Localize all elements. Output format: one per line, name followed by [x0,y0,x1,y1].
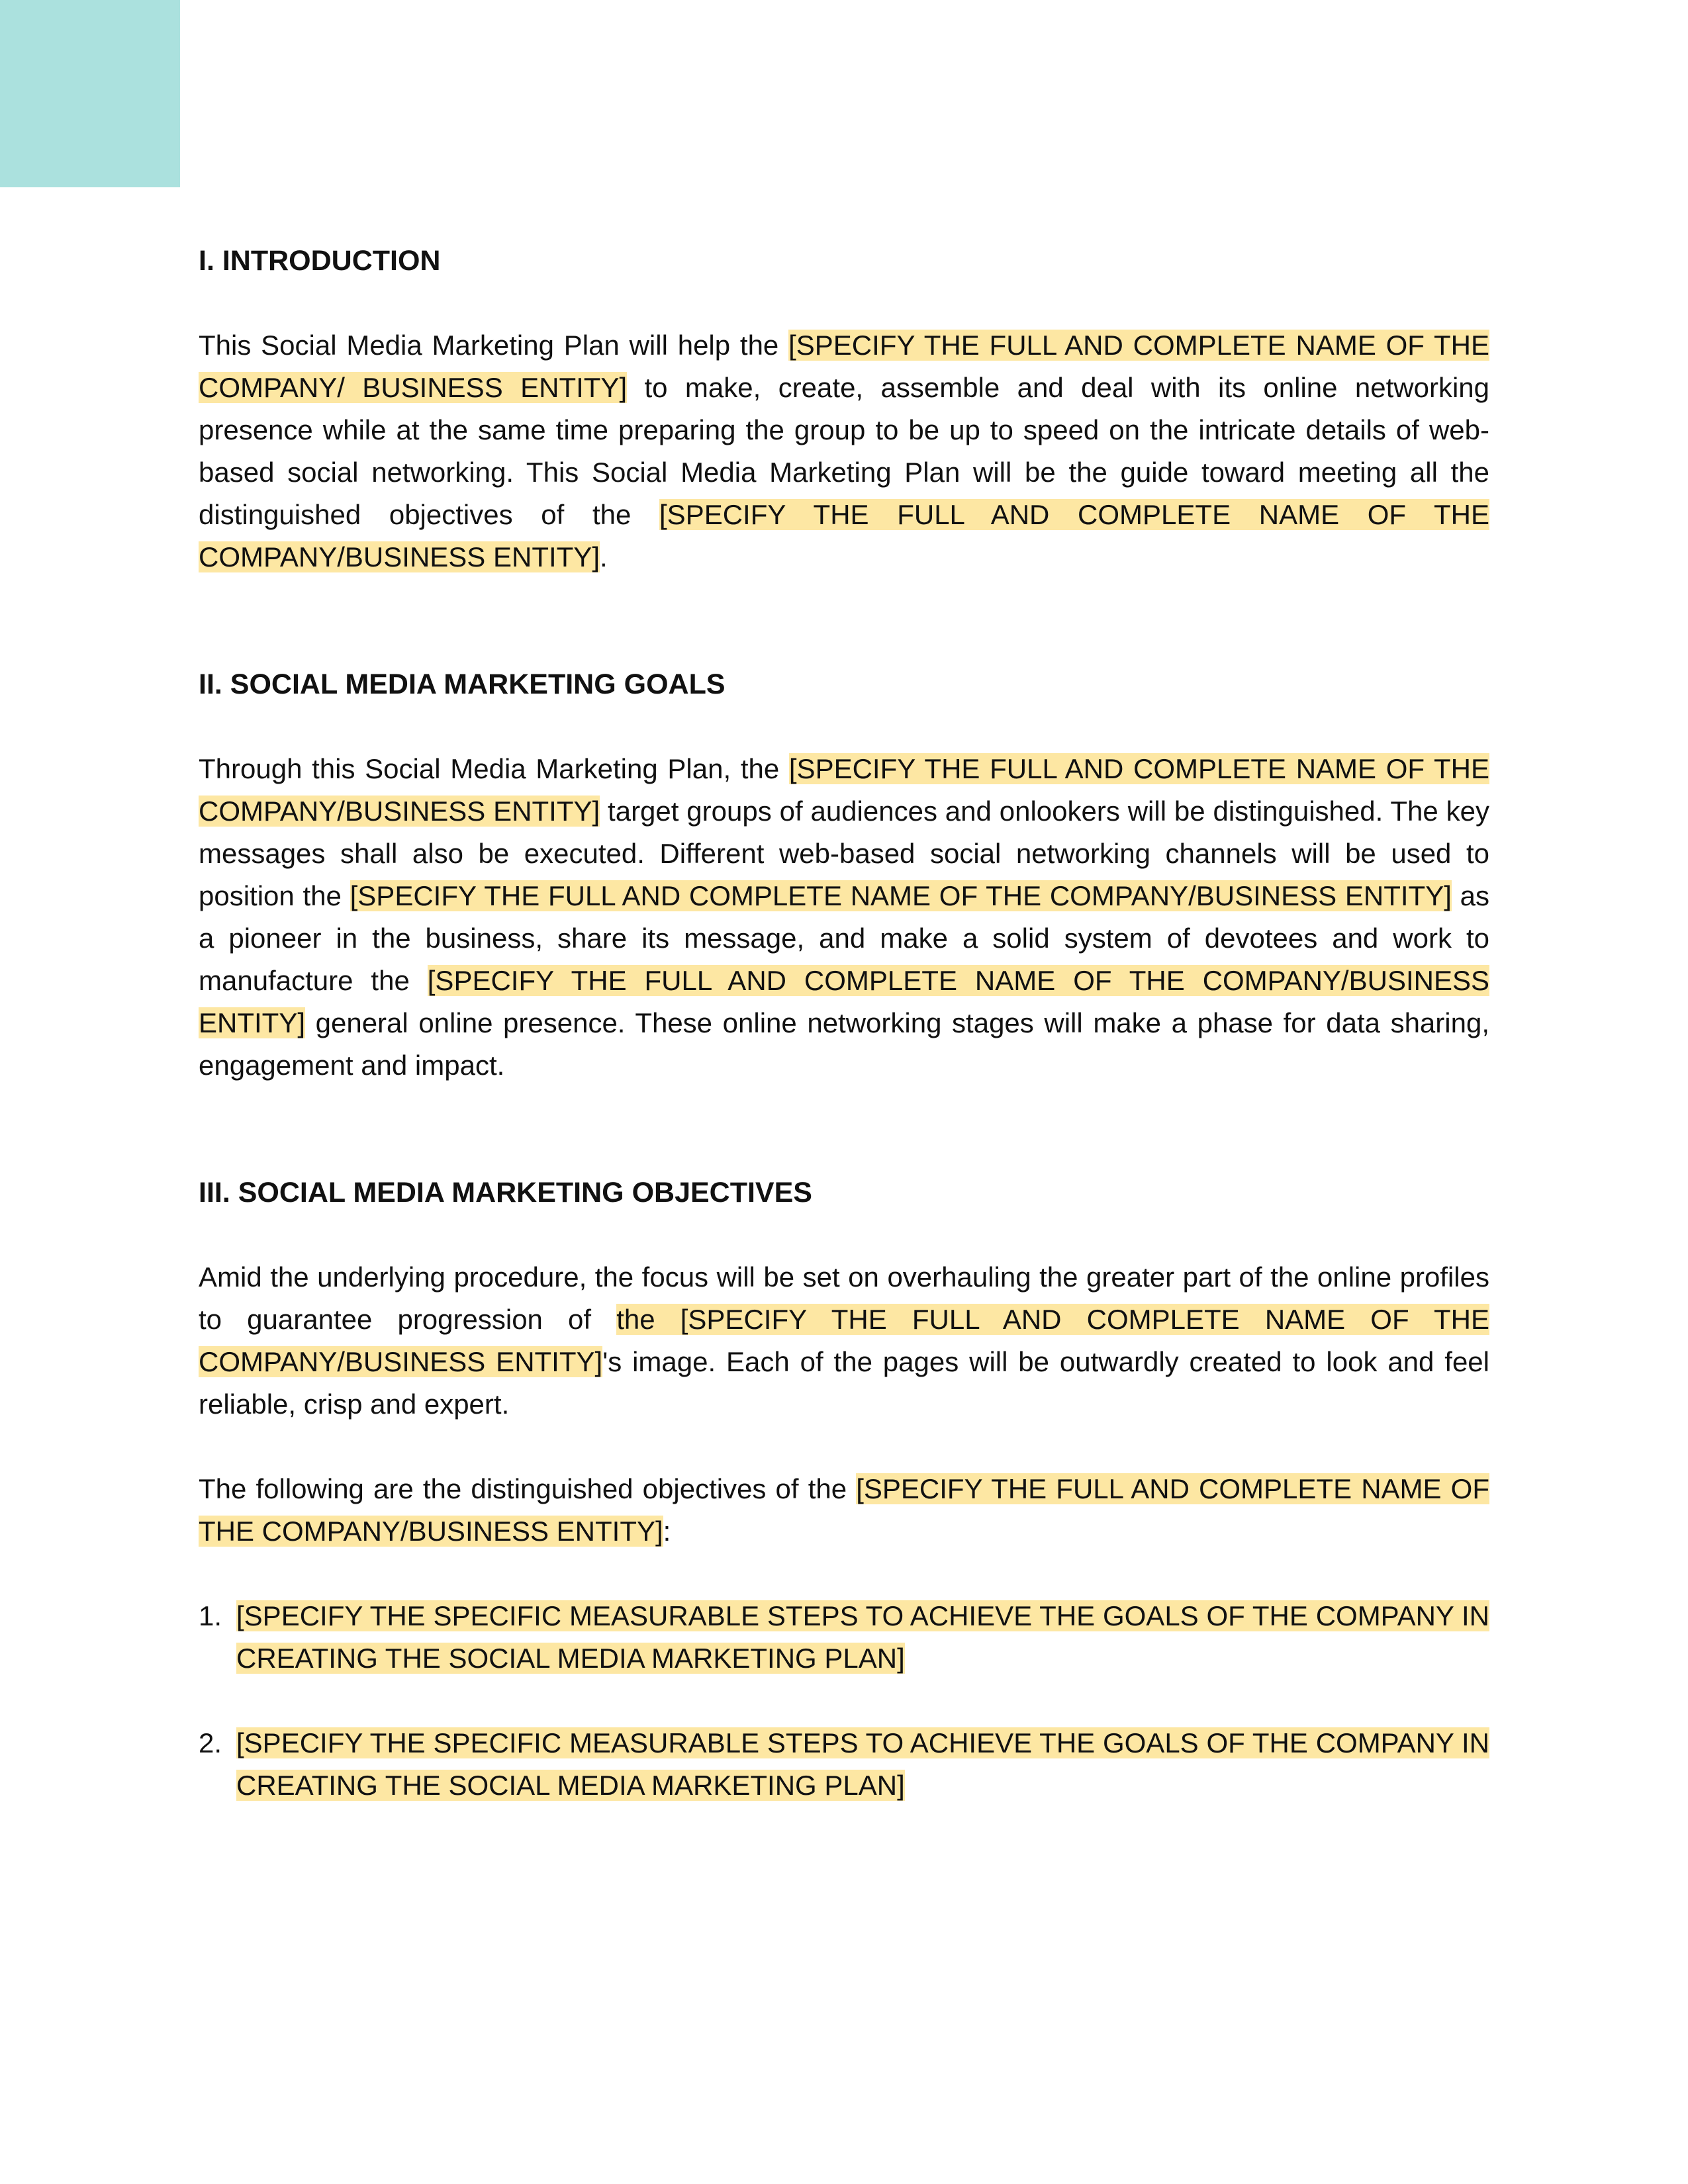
placeholder-company-name: [SPECIFY THE FULL AND COMPLETE NAME OF THE COMPANY/BUSINESS ENTITY] [199,753,1489,827]
spacer [199,578,1489,663]
objectives-list [199,1595,1489,1807]
goals-text-4: general online presence. These online networking stages will make a phase for data sharing, engagement and impact. [199,1007,1489,1081]
placeholder-company-name: [SPECIFY THE FULL AND COMPLETE NAME OF THE COMPANY/BUSINESS ENTITY] [199,965,1490,1038]
placeholder-measurable-steps: [SPECIFY THE SPECIFIC MEASURABLE STEPS TO ACHIEVE THE GOALS OF THE COMPANY IN CREATING THE SOCIAL MEDIA MARKETING PLAN] [236,1727,1489,1801]
corner-accent-block [0,0,180,187]
placeholder-company-name: [SPECIFY THE FULL AND COMPLETE NAME OF THE COMPANY/BUSINESS ENTITY] [199,1473,1489,1547]
objectives-text-2: 's image. Each of the pages will be outwardly created to look and feel reliable, crisp and expert. [199,1346,1489,1420]
section-heading-objectives: III. SOCIAL MEDIA MARKETING OBJECTIVES [199,1177,812,1208]
section-heading-goals: II. SOCIAL MEDIA MARKETING GOALS [199,668,726,700]
introduction-paragraph [199,324,1489,578]
objectives-intro-text: The following are the distinguished objectives of the [199,1473,857,1504]
placeholder-company-name: the [SPECIFY THE FULL AND COMPLETE NAME OF THE COMPANY/BUSINESS ENTITY] [199,1304,1489,1377]
intro-text-3: . [600,541,608,572]
goals-text-3: as a pioneer in the business, share its message, and make a solid system of devotees and work to manufacture the [199,880,1489,996]
list-item [199,1722,1489,1807]
document-body [199,240,1489,1849]
objectives-colon: : [663,1516,671,1547]
list-item-number: 1. [199,1600,222,1631]
section-heading-introduction: I. INTRODUCTION [199,245,441,277]
goals-text-1: Through this Social Media Marketing Plan, the [199,753,789,784]
placeholder-company-name: [SPECIFY THE FULL AND COMPLETE NAME OF THE COMPANY/BUSINESS ENTITY] [199,499,1489,572]
goals-paragraph [199,748,1489,1087]
placeholder-company-name: [SPECIFY THE FULL AND COMPLETE NAME OF THE COMPANY/BUSINESS ENTITY] [350,880,1452,911]
spacer [199,1087,1489,1171]
list-item [199,1595,1489,1680]
intro-text-1: This Social Media Marketing Plan will help the [199,330,789,361]
list-item-number: 2. [199,1727,222,1758]
objectives-text-1: Amid the underlying procedure, the focus will be set on overhauling the greater part of the online profiles to guarantee progression of [199,1261,1489,1335]
placeholder-company-name: [SPECIFY THE FULL AND COMPLETE NAME OF THE COMPANY/ BUSINESS ENTITY] [199,330,1489,403]
objectives-paragraph-1 [199,1256,1489,1426]
objectives-paragraph-2 [199,1468,1489,1553]
intro-text-2: to make, create, assemble and deal with its online networking presence while at the same time preparing the group to be up to speed on the intricate details of web-based social networking. This Social Media Marketing Plan will be the guide toward meeting all the distinguished objectives of the [199,372,1489,530]
goals-text-2: target groups of audiences and onlookers will be distinguished. The key messages shall also be executed. Different web-based social networking channels will be used to position the [199,796,1489,911]
placeholder-measurable-steps: [SPECIFY THE SPECIFIC MEASURABLE STEPS TO ACHIEVE THE GOALS OF THE COMPANY IN CREATING THE SOCIAL MEDIA MARKETING PLAN] [236,1600,1489,1674]
